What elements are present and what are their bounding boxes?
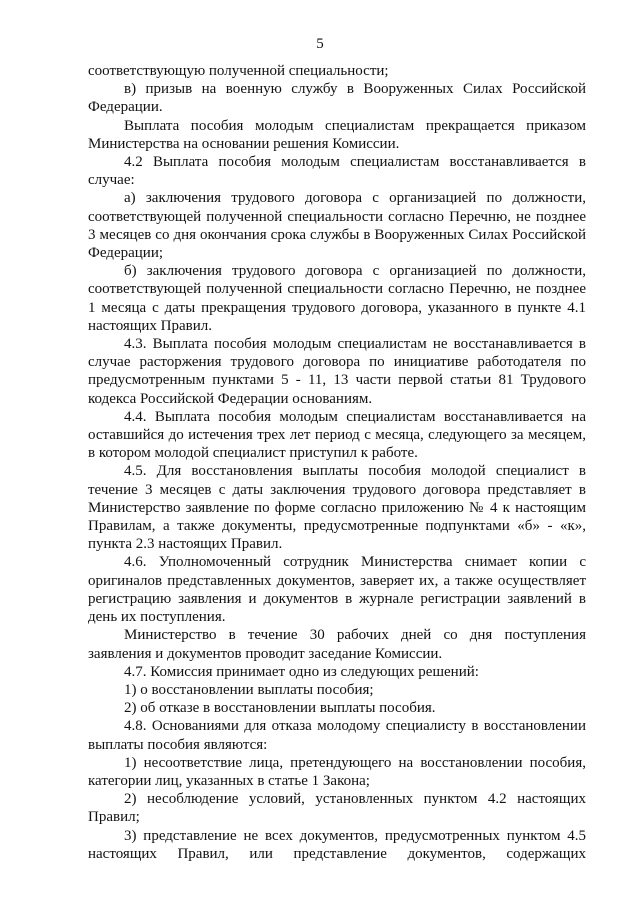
paragraph: 4.6. Уполномоченный сотрудник Министерства снимает копии с оригиналов представленных документов, заверяет их, а также осуществляет регистрацию заявления и документов в журнале регистрации заявлений в день их поступления.: [88, 554, 586, 626]
paragraph: соответствующую полученной специальности;: [88, 63, 389, 79]
paragraph: Министерство в течение 30 рабочих дней со дня поступления заявления и документов проводит заседание Комиссии.: [88, 627, 586, 662]
paragraph: 1) о восстановлении выплаты пособия;: [124, 681, 374, 698]
paragraph: 4.8. Основаниями для отказа молодому специалисту в восстановлении выплаты пособия являются:: [88, 718, 586, 753]
paragraph: 4.2 Выплата пособия молодым специалистам восстанавливается в случае:: [88, 154, 586, 189]
paragraph: б) заключения трудового договора с организацией по должности, соответствующей полученной специальности согласно Перечню, не позднее 1 месяца с даты прекращения трудового договора, указанного в пункте 4.1 настоящих Правил.: [88, 263, 586, 334]
paragraph: в) призыв на военную службу в Вооруженных Силах Российской Федерации.: [88, 81, 586, 116]
paragraph: 4.7. Комиссия принимает одно из следующих решений:: [124, 663, 479, 680]
paragraph: 3) представление не всех документов, предусмотренных пунктом 4.5 настоящих Правил, или представление документов, содержащих: [88, 827, 586, 862]
paragraph: 2) несоблюдение условий, установленных пунктом 4.2 настоящих Правил;: [88, 791, 586, 826]
document-body: [88, 62, 586, 863]
paragraph: 4.3. Выплата пособия молодым специалистам не восстанавливается в случае расторжения трудового договора по инициативе работодателя по предусмотренным пунктами 5 - 11, 13 части первой статьи 81 Трудового кодекса Российской Федерации основаниям.: [88, 336, 586, 407]
paragraph: Выплата пособия молодым специалистам прекращается приказом Министерства на основании решения Комиссии.: [88, 117, 586, 152]
page-number: 5: [316, 36, 324, 52]
paragraph: а) заключения трудового договора с организацией по должности, соответствующей полученной специальности согласно Перечню, не позднее 3 месяцев со дня окончания срока службы в Вооруженных Силах Российской Федерации;: [88, 190, 586, 262]
paragraph: 2) об отказе в восстановлении выплаты пособия.: [124, 700, 436, 717]
paragraph: 4.5. Для восстановления выплаты пособия молодой специалист в течение 3 месяцев с даты заключения трудового договора представляет в Министерство заявление по форме согласно приложению № 4 к настоящим Правилам, а также документы, предусмотренные подпунктами «б» - «к», пункта 2.3 настоящих Правил.: [88, 463, 586, 553]
paragraph: 1) несоответствие лица, претендующего на восстановлении пособия, категории лиц, указанных в статье 1 Закона;: [88, 754, 586, 789]
paragraph: 4.4. Выплата пособия молодым специалистам восстанавливается на оставшийся до истечения трех лет период с месяца, следующего за месяцем, в котором молодой специалист приступил к работе.: [88, 408, 586, 462]
